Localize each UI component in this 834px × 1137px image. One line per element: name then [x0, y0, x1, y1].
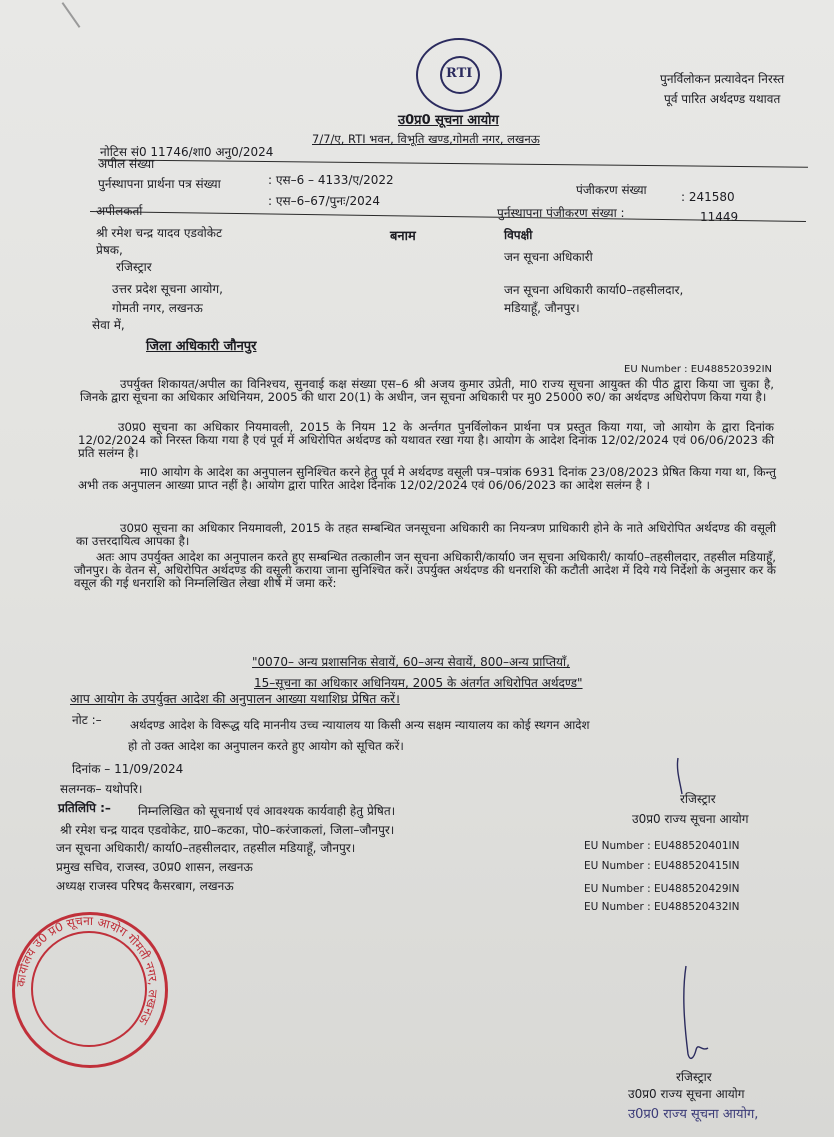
copy-label: प्रतिलिपि :– — [58, 801, 111, 815]
header-remark-line1: पुनर्विलोकन प्रत्यावेदन निरस्त — [660, 72, 785, 86]
versus-label: बनाम — [390, 229, 416, 244]
eu-number-2: EU Number : EU488520415IN — [584, 860, 740, 872]
restoration-reg-value: 11449 — [700, 210, 739, 224]
respondent-label: विपक्षी — [504, 228, 533, 242]
sender-line1: रजिस्ट्रार — [116, 260, 152, 274]
body-paragraph-2: उ0प्र0 सूचना का अधिकार नियमावली, 2015 के नियम 12 के अर्न्तगत पुनर्विलोकन प्रार्थना पत्र प्रस्तुत किया गया, जो आयोग के द्वारा दिनांक 12/02/2024 को निरस्त किया गया है एवं पूर्व में अधिरोपित अर्थदण्ड को यथावत रखा गया है। आयोग के आदेश दिनांक 12/02/2024 एवं 06/06/2023 की प्रति सलंग्न है। — [78, 420, 774, 461]
compliance-line: आप आयोग के उपर्युक्त आदेश की अनुपालन आख्या यथाशिघ्र प्रेषित करें। — [70, 691, 400, 706]
sender-line3: गोमती नगर, लखनऊ — [112, 301, 203, 315]
rule-1 — [98, 159, 808, 167]
body-paragraph-5: अतः आप उपर्युक्त आदेश का अनुपालन करते हुए सम्बन्धित तत्कालीन जन सूचना अधिकारी/कार्या0 जन सूचना अधिकारी/ कार्या0–तहसीलदार, तहसील मडियाहूँ, जौनपुर। के वेतन से, अधिरोपित अर्थदण्ड की वसूली कराया जाना सुनिश्चित करें। उपर्युक्त अर्थदण्ड की धनराशि की कटौती आदेश में दिये गये निर्देशो के अनुसार कर के वसूल की गई धनराशि को निम्नलिखित लेखा शीर्ष में जमा करें: — [74, 550, 776, 591]
copy-recipient-4: अध्यक्ष राजस्व परिषद कैसरबाग, लखनऊ — [56, 879, 234, 893]
eu-number-main: EU Number : EU488520392IN — [624, 364, 773, 375]
appeal-value: : एस–6 – 4133/ए/2022 — [268, 173, 394, 187]
respondent-office-line2: मडियाहूँ, जौनपुर। — [504, 301, 580, 315]
body-paragraph-3: मा0 आयोग के आदेश का अनुपालन सुनिश्चित करने हेतु पूर्व मे अर्थदण्ड वसूली पत्र–पत्रांक 6931 दिनांक 23/08/2023 प्रेषित किया गया था, किन्तु अभी तक अनुपालन आख्या प्राप्त नहीं है। आयोग द्वारा पारित आदेश दिनांक 12/02/2024 एवं 06/06/2023 का आदेश सलंग्न है । — [78, 465, 776, 493]
account-head-line1: "0070– अन्य प्रशासनिक सेवायें, 60–अन्य सेवायें, 800–अन्य प्राप्तियाँ, — [252, 655, 570, 669]
office-seal-text-ring — [12, 912, 162, 1062]
signature-2-title: रजिस्ट्रार — [676, 1070, 712, 1084]
letter-date: दिनांक – 11/09/2024 — [72, 762, 184, 776]
svg-text:कार्यालय उ0 प्र0 सूचना आयोग गो: कार्यालय उ0 प्र0 सूचना आयोग गोमती नगर, लखनऊ — [13, 913, 161, 1027]
registration-label: पंजीकरण संख्या — [576, 183, 647, 197]
registration-value: : 241580 — [681, 190, 735, 204]
restoration-label: पुर्नस्थापना प्रार्थना पत्र संख्या — [98, 177, 221, 191]
respondent-name: जन सूचना अधिकारी — [504, 250, 593, 264]
to-name: जिला अधिकारी जौनपुर — [146, 339, 257, 354]
copy-recipient-3: प्रमुख सचिव, राजस्व, उ0प्र0 शासन, लखनऊ — [56, 860, 253, 874]
rule-2 — [90, 211, 806, 222]
signature-2-org: उ0प्र0 राज्य सूचना आयोग — [628, 1087, 745, 1101]
rti-logo-text: RTI — [446, 66, 473, 81]
sender-label: प्रेषक, — [96, 243, 123, 257]
notice-number: नोटिस सं0 11746/शा0 अनु0/2024 — [100, 145, 274, 159]
restoration-value: : एस–6–67/पुनः/2024 — [268, 194, 381, 208]
enclosure: सलग्नक– यथोपरि। — [60, 782, 143, 796]
eu-number-4: EU Number : EU488520432IN — [584, 901, 740, 913]
account-head-line2: 15–सूचना का अधिकार अधिनियम, 2005 के अंतर्गत अधिरोपित अर्थदण्ड" — [254, 676, 583, 690]
eu-number-3: EU Number : EU488520429IN — [584, 883, 740, 895]
commission-address: 7/7/ए, RTI भवन, विभूति खण्ड,गोमती नगर, लखनऊ — [312, 132, 540, 146]
restoration-reg-label: पुर्नस्थापना पंजीकरण संख्या : — [497, 206, 625, 220]
signature-1 — [672, 756, 702, 796]
rti-logo — [416, 38, 502, 112]
respondent-office-line1: जन सूचना अधिकारी कार्या0–तहसीलदार, — [504, 283, 684, 297]
copy-recipient-1: श्री रमेश चन्द्र यादव एडवोकेट, ग्रा0–कटका, पो0–करंजाकलां, जिला–जौनपुर। — [60, 823, 395, 837]
copy-text: निम्नलिखित को सूचनार्थ एवं आवश्यक कार्यवाही हेतु प्रेषित। — [138, 804, 396, 818]
header-remark-line2: पूर्व पारित अर्थदण्ड यथावत — [664, 92, 781, 106]
appellant-label: अपीलकर्ता — [96, 204, 143, 218]
note-line1: अर्थदण्ड आदेश के विरूद्ध यदि माननीय उच्च न्यायालय या किसी अन्य सक्षम न्यायालय का कोई स्थगन आदेश — [130, 718, 590, 732]
signature-2 — [668, 962, 728, 1082]
eu-number-1: EU Number : EU488520401IN — [584, 840, 740, 852]
paper-crease — [62, 2, 81, 28]
signature-1-title: रजिस्ट्रार — [680, 792, 716, 806]
commission-title: उ0प्र0 सूचना आयोग — [398, 113, 499, 128]
copy-recipient-2: जन सूचना अधिकारी/ कार्या0–तहसीलदार, तहसील मडियाहूँ, जौनपुर। — [56, 841, 356, 855]
office-stamp-text: उ0प्र0 राज्य सूचना आयोग, — [628, 1107, 759, 1122]
appeal-label: अपील संख्या — [98, 157, 155, 171]
appellant-name: श्री रमेश चन्द्र यादव एडवोकेट — [96, 226, 223, 240]
office-seal — [12, 912, 168, 1068]
body-paragraph-4: उ0प्र0 सूचना का अधिकार नियमावली, 2015 के तहत सम्बन्धित जनसूचना अधिकारी का नियन्त्रण प्राधिकारी होने के नाते अधिरोपित अर्थदण्ड की वसूली का उत्तरदायित्व आपका है। — [76, 521, 776, 549]
note-line2: हो तो उक्त आदेश का अनुपालन करते हुए आयोग को सूचित करें। — [128, 739, 404, 753]
signature-1-org: उ0प्र0 राज्य सूचना आयोग — [632, 812, 749, 826]
note-label: नोट :– — [72, 713, 102, 727]
sender-line2: उत्तर प्रदेश सूचना आयोग, — [112, 282, 223, 296]
to-label: सेवा में, — [92, 318, 125, 332]
body-paragraph-1: उपर्युक्त शिकायत/अपील का विनिश्चय, सुनवाई कक्ष संख्या एस–6 श्री अजय कुमार उप्रेती, मा0 राज्य सूचना आयुक्त की पीठ द्वारा किया जा चुका है, जिनके द्वारा सूचना का अधिकार अधिनियम, 2005 की धारा 20(1) के अधीन, जन सूचना अधिकारी पर मु0 25000 रु0/ का अर्थदण्ड अधिरोपण किया गया है। — [80, 377, 774, 405]
